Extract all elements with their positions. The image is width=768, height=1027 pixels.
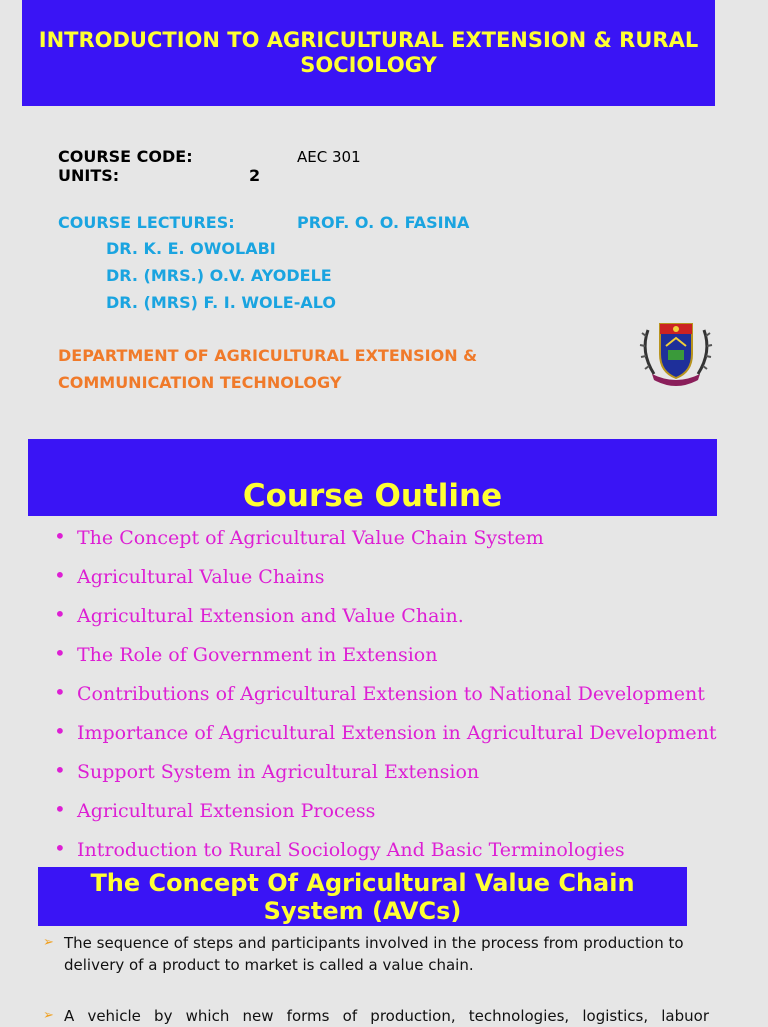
list-item — [52, 717, 717, 756]
avc-heading-banner — [38, 867, 687, 926]
avc-paragraph-text: The sequence of steps and participants involved in the process from production to delivery of a product to market is called a value chain. — [64, 934, 684, 974]
lecturer-name: DR. (MRS.) O.V. AYODELE — [106, 266, 332, 285]
list-item-text: Agricultural Value Chains — [77, 566, 325, 588]
lecturers-label: COURSE LECTURES: — [58, 213, 235, 232]
list-item — [52, 522, 717, 561]
list-item-text: Contributions of Agricultural Extension to National Development — [77, 683, 705, 705]
list-item-text: Agricultural Extension Process — [77, 800, 376, 822]
page-title-banner — [22, 0, 715, 106]
list-item-text: Importance of Agricultural Extension in Agricultural Development — [77, 722, 717, 744]
list-item — [52, 678, 717, 717]
units-label: UNITS: — [58, 166, 120, 185]
bullet-icon: • — [54, 719, 66, 743]
list-item — [52, 600, 717, 639]
lecturer-name: DR. K. E. OWOLABI — [106, 239, 276, 258]
list-item-text: The Role of Government in Extension — [77, 644, 438, 666]
page-title: INTRODUCTION TO AGRICULTURAL EXTENSION & RURAL SOCIOLOGY — [38, 28, 699, 77]
list-item — [52, 756, 717, 795]
lecturer-name: DR. (MRS) F. I. WOLE-ALO — [106, 293, 336, 312]
course-code-value: AEC 301 — [297, 148, 361, 166]
lecturer-name: PROF. O. O. FASINA — [297, 213, 470, 232]
university-crest-icon — [638, 316, 714, 388]
units-value: 2 — [249, 166, 261, 185]
bullet-icon: • — [54, 758, 66, 782]
course-outline-heading: Course Outline — [242, 478, 503, 514]
bullet-icon: • — [54, 680, 66, 704]
list-item — [52, 795, 717, 834]
course-code-label: COURSE CODE: — [58, 147, 193, 166]
bullet-icon: • — [54, 641, 66, 665]
list-item-text: Introduction to Rural Sociology And Basic Terminologies — [77, 839, 625, 861]
course-outline-banner — [28, 439, 717, 516]
list-item-text: Agricultural Extension and Value Chain. — [77, 605, 464, 627]
list-item — [52, 639, 717, 678]
list-item-text: The Concept of Agricultural Value Chain System — [77, 527, 544, 549]
bullet-icon: • — [54, 797, 66, 821]
bullet-icon: • — [54, 524, 66, 548]
list-item-text: Support System in Agricultural Extension — [77, 761, 480, 783]
department-line: DEPARTMENT OF AGRICULTURAL EXTENSION & — [58, 346, 478, 365]
list-item — [52, 561, 717, 600]
avc-paragraph-text: A vehicle by which new forms of production, technologies, logistics, labuor — [64, 1007, 709, 1025]
bullet-icon: • — [54, 602, 66, 626]
bullet-icon: • — [54, 836, 66, 860]
department-line: COMMUNICATION TECHNOLOGY — [58, 373, 342, 392]
course-outline-list — [52, 522, 717, 873]
bullet-icon: • — [54, 563, 66, 587]
avc-heading: The Concept Of Agricultural Value Chain System (AVCs) — [90, 869, 635, 925]
arrow-bullet-icon: ➢ — [43, 935, 54, 950]
arrow-bullet-icon: ➢ — [43, 1008, 54, 1023]
